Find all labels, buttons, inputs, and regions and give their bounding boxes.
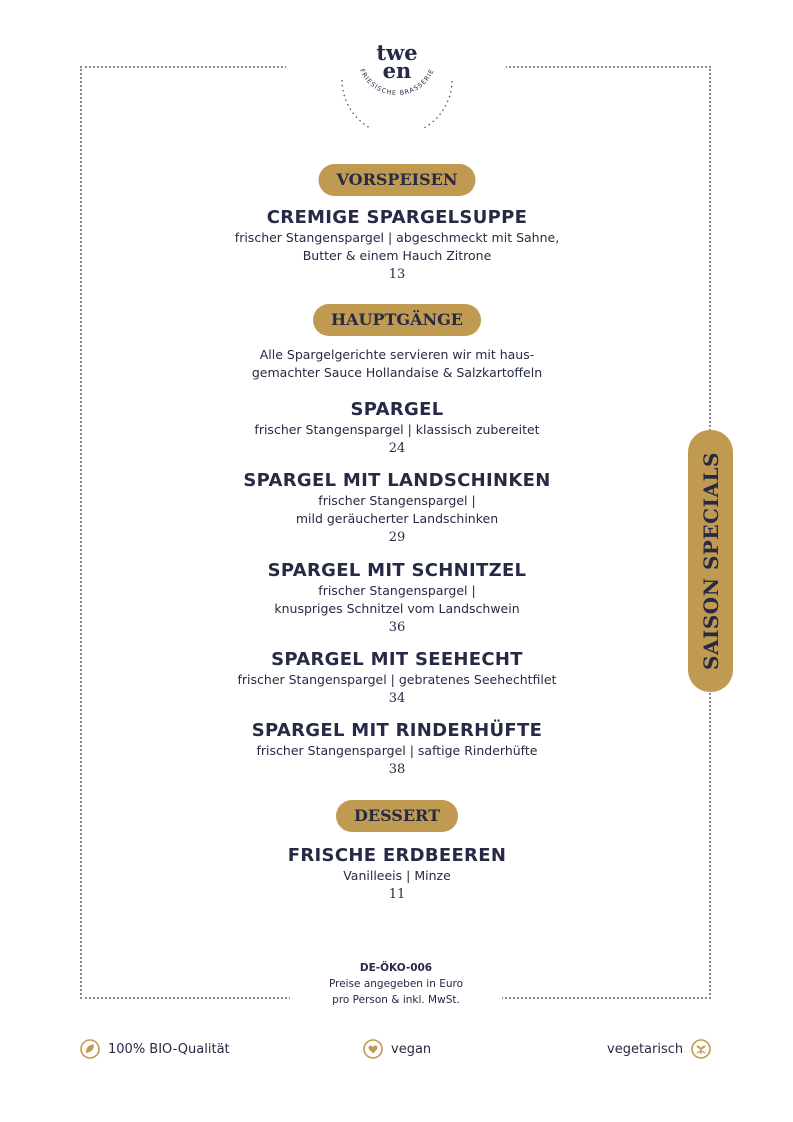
- menu-item: [80, 649, 714, 709]
- legend-bio-label: 100% BIO-Qualität: [108, 1041, 230, 1057]
- item-description: mild geräucherter Landschinken: [295, 511, 499, 526]
- item-name: SPARGEL MIT RINDERHÜFTE: [251, 720, 543, 741]
- legend-vegan-label: vegan: [391, 1041, 432, 1057]
- item-description: frischer Stangenspargel | saftige Rinderhüfte: [256, 743, 538, 758]
- item-description: frischer Stangenspargel |: [318, 493, 476, 508]
- item-description: frischer Stangenspargel |: [318, 583, 476, 598]
- footer-note: [280, 960, 512, 1008]
- mains-note-line: gemachter Sauce Hollandaise & Salzkartoffeln: [251, 365, 543, 380]
- legend-bio: [80, 1038, 238, 1060]
- item-description: frischer Stangenspargel | klassisch zubereitet: [254, 422, 540, 437]
- leaf-icon: [80, 1039, 100, 1059]
- menu-item: [80, 399, 714, 459]
- section-heading-starters: VORSPEISEN: [318, 164, 475, 196]
- legend-vegetarian: [599, 1038, 711, 1060]
- menu-item: [80, 845, 714, 905]
- section-heading-mains: HAUPTGÄNGE: [313, 304, 481, 336]
- mains-note: [80, 346, 714, 382]
- item-price: 36: [388, 620, 406, 635]
- sprout-icon: [691, 1039, 711, 1059]
- saison-specials-tab: [688, 430, 733, 692]
- brand-logo: [336, 34, 458, 128]
- item-description: knuspriges Schnitzel vom Landschwein: [274, 601, 520, 616]
- item-name: SPARGEL MIT SEEHECHT: [271, 649, 523, 670]
- item-price: 38: [388, 762, 406, 777]
- item-name: SPARGEL MIT LANDSCHINKEN: [243, 470, 551, 491]
- item-description: frischer Stangenspargel | abgeschmeckt mit Sahne,: [234, 230, 560, 245]
- item-description: frischer Stangenspargel | gebratenes Seehechtfilet: [237, 672, 557, 687]
- svg-text:FRIESISCHE BRASSERIE: FRIESISCHE BRASSERIE: [357, 67, 437, 98]
- item-name: SPARGEL: [350, 399, 444, 420]
- legend-vegetarian-label: vegetarisch: [607, 1041, 684, 1057]
- item-description: Vanilleeis | Minze: [343, 868, 451, 883]
- heart-icon: [363, 1039, 383, 1059]
- item-price: 11: [388, 887, 406, 902]
- item-name: FRISCHE ERDBEEREN: [287, 845, 507, 866]
- item-price: 34: [388, 691, 406, 706]
- item-name: CREMIGE SPARGELSUPPE: [266, 207, 528, 228]
- mains-note-line: Alle Spargelgerichte servieren wir mit haus-: [259, 347, 535, 362]
- price-note: pro Person & inkl. MwSt.: [332, 994, 460, 1006]
- item-price: 13: [388, 267, 406, 282]
- logo-word-top: twe: [376, 40, 418, 65]
- logo-tagline: [336, 34, 458, 128]
- menu-item: [80, 560, 714, 638]
- menu-item: [80, 720, 714, 780]
- organic-certification-code: DE-ÖKO-006: [359, 962, 433, 974]
- menu-item: [80, 470, 714, 548]
- item-price: 29: [388, 530, 406, 545]
- menu-item: [80, 207, 714, 285]
- saison-specials-label: SAISON SPECIALS: [698, 452, 723, 670]
- price-note: Preise angegeben in Euro: [328, 978, 464, 990]
- item-price: 24: [388, 441, 406, 456]
- item-description: Butter & einem Hauch Zitrone: [302, 248, 492, 263]
- legend-vegan: [363, 1038, 439, 1060]
- section-heading-dessert: DESSERT: [336, 800, 458, 832]
- item-name: SPARGEL MIT SCHNITZEL: [267, 560, 527, 581]
- logo-word-bottom: en: [382, 58, 412, 83]
